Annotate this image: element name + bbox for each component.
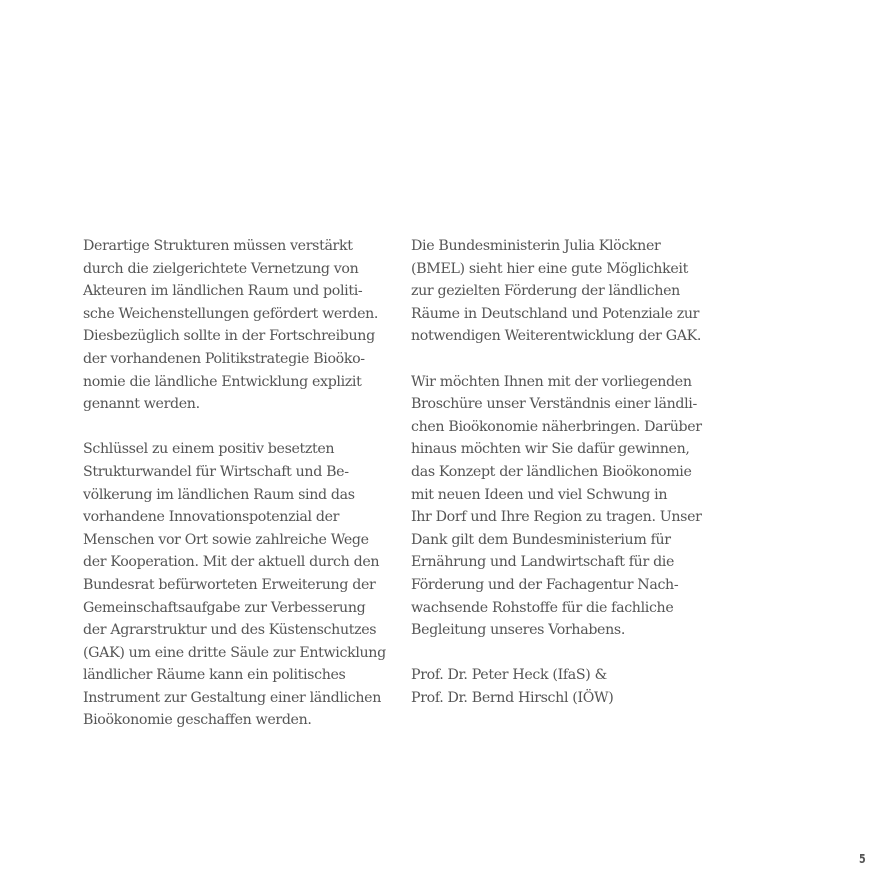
text-line: sche Weichenstellungen gefördert werden. <box>83 305 379 322</box>
text-line: hinaus möchten wir Sie dafür gewinnen, <box>411 441 690 458</box>
text-line: wachsende Rohstoffe für die fachliche <box>411 599 674 616</box>
left-column <box>83 235 403 755</box>
text-line: zur gezielten Förderung der ländlichen <box>411 283 680 300</box>
text-line: Akteuren im ländlichen Raum und politi- <box>83 283 363 300</box>
right-column <box>411 235 731 732</box>
text-line: mit neuen Ideen und viel Schwung in <box>411 486 668 503</box>
text-line: der Kooperation. Mit der aktuell durch den <box>83 554 380 571</box>
paragraph-structural-change <box>83 438 403 732</box>
text-line: durch die zielgerichtete Vernetzung von <box>83 260 359 277</box>
text-line: Förderung und der Fachagentur Nach- <box>411 576 679 593</box>
signature-line: Prof. Dr. Bernd Hirschl (IÖW) <box>411 689 614 706</box>
signature-block <box>411 664 731 709</box>
text-line: Räume in Deutschland und Potenziale zur <box>411 305 700 322</box>
text-line: Diesbezüglich sollte in der Fortschreibung <box>83 328 375 345</box>
text-line: ländlicher Räume kann ein politisches <box>83 667 346 684</box>
text-line: völkerung im ländlichen Raum sind das <box>83 486 355 503</box>
paragraph-ministry <box>411 235 731 348</box>
text-line: (BMEL) sieht hier eine gute Möglichkeit <box>411 260 688 277</box>
text-line: Derartige Strukturen müssen verstärkt <box>83 238 353 254</box>
text-line: genannt werden. <box>83 396 200 413</box>
text-line: (GAK) um eine dritte Säule zur Entwicklung <box>83 644 386 661</box>
text-line: Gemeinschaftsaufgabe zur Verbesserung <box>83 599 366 616</box>
text-line: der vorhandenen Politikstrategie Bioöko- <box>83 350 365 367</box>
text-line: nomie die ländliche Entwicklung explizit <box>83 373 362 390</box>
text-line: Dank gilt dem Bundesministerium für <box>411 531 671 548</box>
text-line: der Agrarstruktur und des Küstenschutzes <box>83 622 377 639</box>
signature-line: Prof. Dr. Peter Heck (IfaS) & <box>411 667 607 684</box>
text-line: Strukturwandel für Wirtschaft und Be- <box>83 463 349 480</box>
page-number: 5 <box>859 852 866 866</box>
text-line: Die Bundesministerin Julia Klöckner <box>411 238 661 254</box>
text-line: Ernährung und Landwirtschaft für die <box>411 554 675 571</box>
text-line: chen Bioökonomie näherbringen. Darüber <box>411 418 702 435</box>
text-line: Bundesrat befürworteten Erweiterung der <box>83 576 376 593</box>
paragraph-brochure <box>411 371 731 642</box>
text-line: Begleitung unseres Vorhabens. <box>411 622 625 639</box>
text-line: Bioökonomie geschaffen werden. <box>83 712 312 729</box>
text-line: Schlüssel zu einem positiv besetzten <box>83 441 335 458</box>
text-line: vorhandene Innovationspotenzial der <box>83 509 340 526</box>
text-line: Ihr Dorf und Ihre Region zu tragen. Unser <box>411 509 702 526</box>
text-line: Instrument zur Gestaltung einer ländlichen <box>83 689 381 706</box>
text-line: Broschüre unser Verständnis einer ländli- <box>411 396 697 413</box>
paragraph-structures <box>83 235 403 416</box>
text-line: Wir möchten Ihnen mit der vorliegenden <box>411 373 692 390</box>
text-line: notwendigen Weiterentwicklung der GAK. <box>411 328 702 345</box>
text-line: Menschen vor Ort sowie zahlreiche Wege <box>83 531 369 548</box>
text-line: das Konzept der ländlichen Bioökonomie <box>411 463 692 480</box>
